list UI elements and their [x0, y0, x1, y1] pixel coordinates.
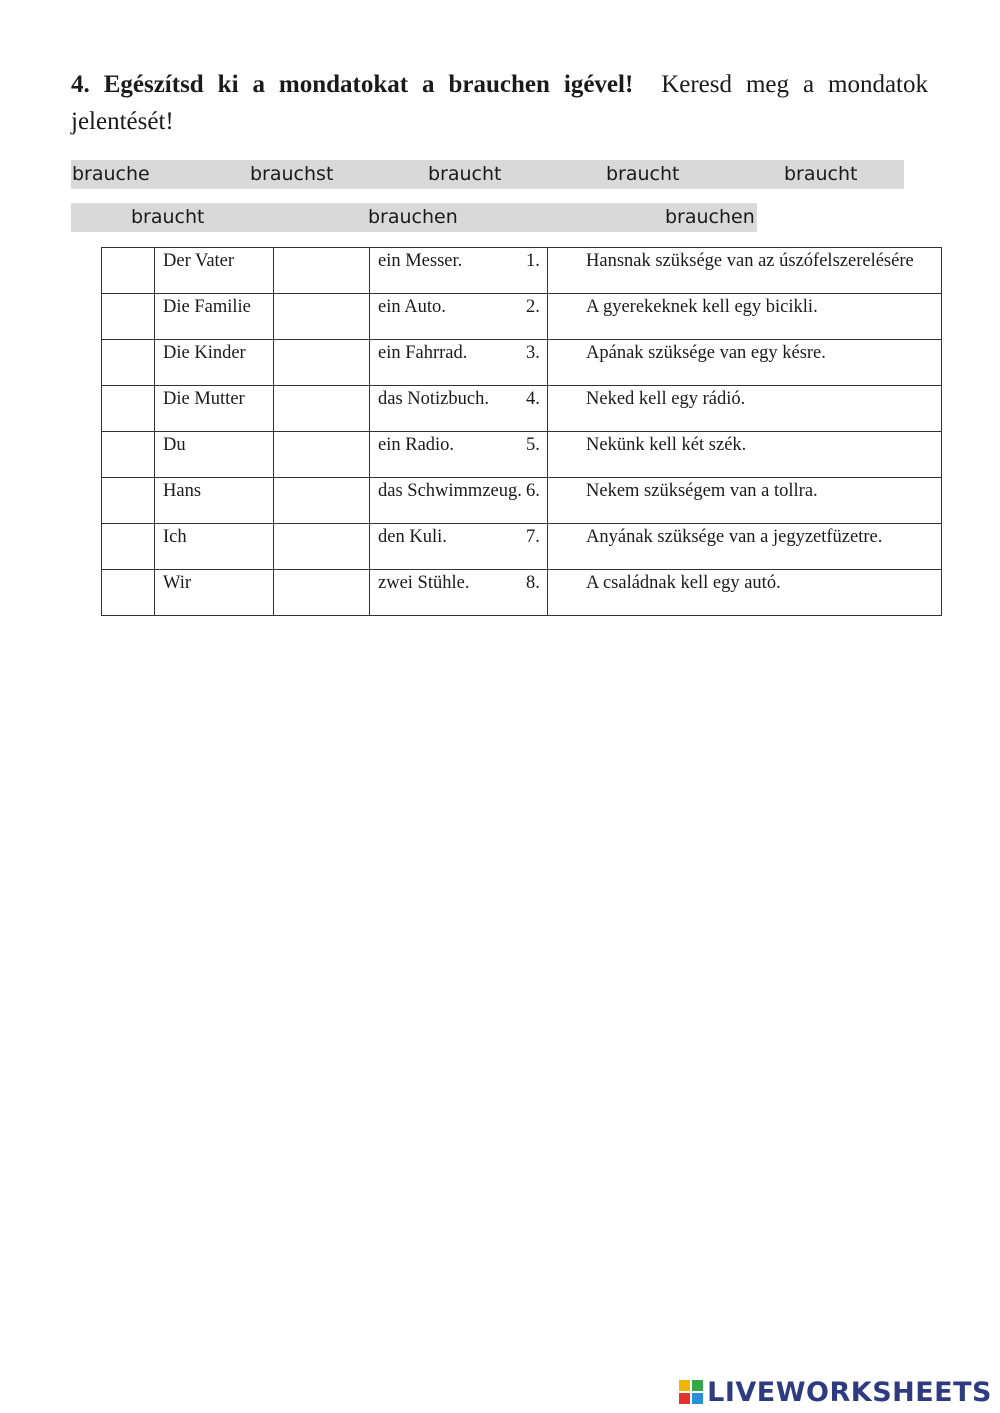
word-chip[interactable]: brauchst	[250, 163, 334, 185]
table-row	[102, 432, 942, 478]
translation-number: 1.	[526, 251, 540, 271]
object-cell: den Kuli.	[370, 524, 548, 570]
object-cell: ein Radio.	[370, 432, 548, 478]
match-answer-cell[interactable]	[102, 524, 155, 570]
match-answer-cell[interactable]	[102, 386, 155, 432]
translation-text: Apának szüksége van egy késre.	[586, 343, 826, 363]
translation-number: 8.	[526, 573, 540, 593]
exercise-subinstruction: Keresd meg a mondatok jelentését!	[71, 71, 928, 135]
translation-number: 3.	[526, 343, 540, 363]
table-row	[102, 248, 942, 294]
translation-text: Nekem szükségem van a tollra.	[586, 481, 818, 501]
translation-number: 7.	[526, 527, 540, 547]
match-answer-cell[interactable]	[102, 340, 155, 386]
match-answer-cell[interactable]	[102, 248, 155, 294]
subject-cell: Ich	[155, 524, 274, 570]
translation-number: 4.	[526, 389, 540, 409]
translation-text: Neked kell egy rádió.	[586, 389, 746, 409]
translation-text: A gyerekeknek kell egy bicikli.	[586, 297, 818, 317]
translation-cell	[526, 294, 942, 340]
translation-cell	[526, 248, 942, 294]
word-bank-row-1	[71, 160, 904, 189]
translation-text: Anyának szüksége van a jegyzetfüzetre.	[586, 527, 883, 547]
translation-cell	[526, 432, 942, 478]
verb-answer-cell[interactable]	[274, 294, 370, 340]
translation-text: A családnak kell egy autó.	[586, 573, 781, 593]
word-chip[interactable]: braucht	[131, 206, 205, 228]
word-chip[interactable]: brauchen	[368, 206, 458, 228]
subject-cell: Die Kinder	[155, 340, 274, 386]
exercise-instruction: 4. Egészítsd ki a mondatokat a brauchen igével!	[71, 71, 634, 98]
translation-text: Nekünk kell két szék.	[586, 435, 747, 455]
subject-cell: Du	[155, 432, 274, 478]
match-answer-cell[interactable]	[102, 478, 155, 524]
translation-cell	[526, 386, 942, 432]
verb-answer-cell[interactable]	[274, 386, 370, 432]
object-cell: das Notizbuch.	[370, 386, 548, 432]
table-row	[102, 386, 942, 432]
translation-number: 6.	[526, 481, 540, 501]
translation-number: 2.	[526, 297, 540, 317]
word-bank-row-2	[71, 203, 757, 232]
match-answer-cell[interactable]	[102, 570, 155, 616]
translation-cell	[526, 340, 942, 386]
verb-answer-cell[interactable]	[274, 340, 370, 386]
word-chip[interactable]: brauchen	[665, 206, 755, 228]
liveworksheets-logo-icon	[679, 1380, 703, 1404]
table-row	[102, 340, 942, 386]
table-row	[102, 294, 942, 340]
verb-answer-cell[interactable]	[274, 524, 370, 570]
table-row	[102, 478, 942, 524]
liveworksheets-logo	[679, 1377, 992, 1407]
translation-cell	[526, 570, 942, 616]
object-cell: zwei Stühle.	[370, 570, 548, 616]
translation-text: Hansnak szüksége van az úszófelszerelésére	[586, 251, 914, 271]
subject-cell: Der Vater	[155, 248, 274, 294]
word-chip[interactable]: brauche	[72, 163, 150, 185]
object-cell: ein Fahrrad.	[370, 340, 548, 386]
verb-answer-cell[interactable]	[274, 248, 370, 294]
match-answer-cell[interactable]	[102, 432, 155, 478]
subject-cell: Wir	[155, 570, 274, 616]
word-chip[interactable]: braucht	[428, 163, 502, 185]
logo-text: LIVEWORKSHEETS	[707, 1376, 992, 1408]
verb-answer-cell[interactable]	[274, 478, 370, 524]
object-cell: das Schwimmzeug.	[370, 478, 548, 524]
translation-cell	[526, 524, 942, 570]
exercise-table	[101, 247, 942, 616]
object-cell: ein Auto.	[370, 294, 548, 340]
subject-cell: Die Mutter	[155, 386, 274, 432]
subject-cell: Die Familie	[155, 294, 274, 340]
table-row	[102, 570, 942, 616]
subject-cell: Hans	[155, 478, 274, 524]
object-cell: ein Messer.	[370, 248, 548, 294]
translation-number: 5.	[526, 435, 540, 455]
verb-answer-cell[interactable]	[274, 570, 370, 616]
table-row	[102, 524, 942, 570]
exercise-heading	[71, 66, 928, 140]
translation-cell	[526, 478, 942, 524]
word-chip[interactable]: braucht	[606, 163, 680, 185]
word-chip[interactable]: braucht	[784, 163, 858, 185]
verb-answer-cell[interactable]	[274, 432, 370, 478]
match-answer-cell[interactable]	[102, 294, 155, 340]
